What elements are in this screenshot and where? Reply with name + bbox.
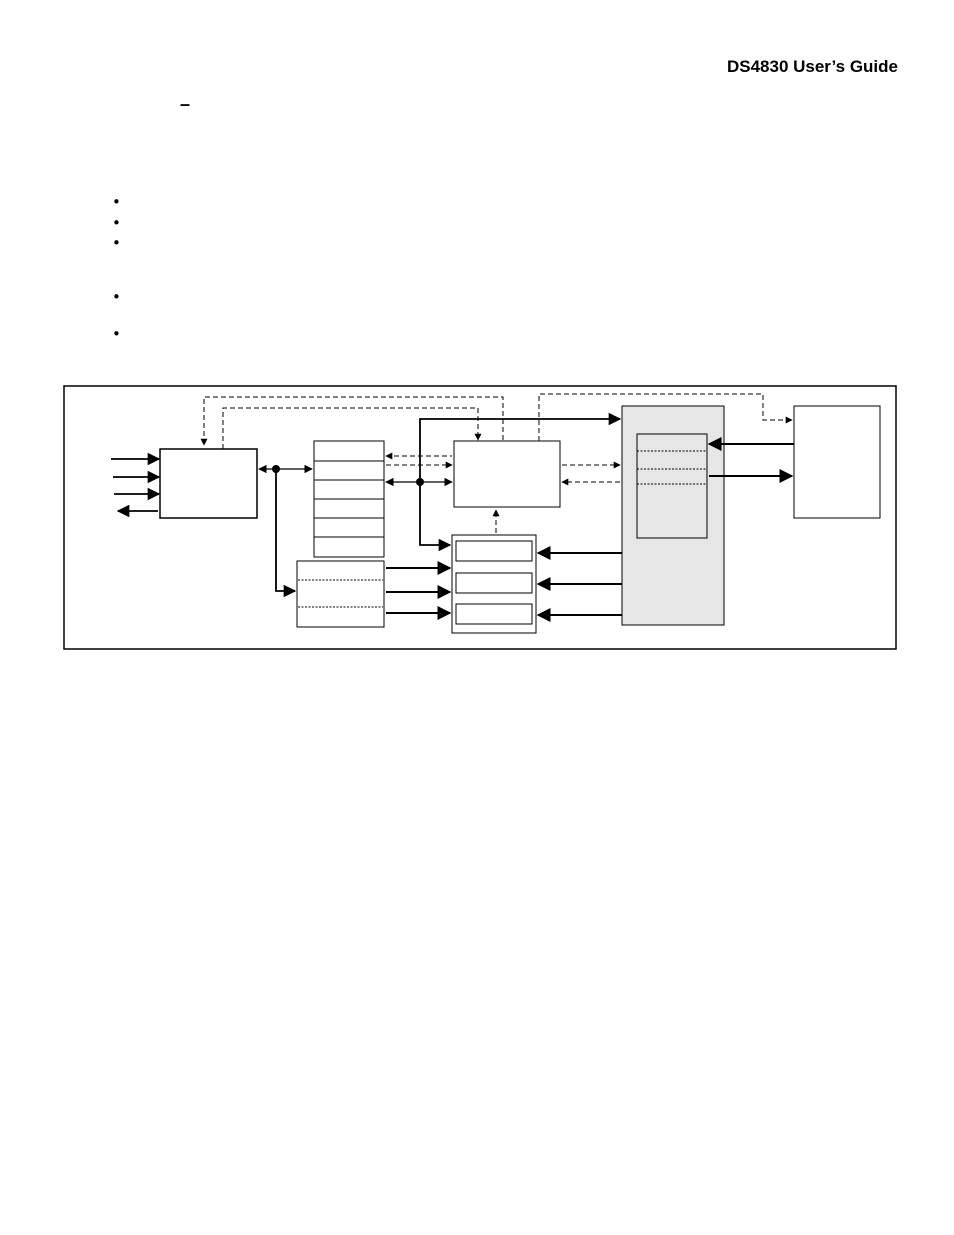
section-heading-dash: – (180, 94, 191, 114)
list-item-bullet: • (112, 214, 121, 232)
list-item-bullet: • (112, 234, 121, 252)
register-stack (314, 441, 384, 557)
list-item-bullet: • (112, 288, 121, 306)
config-block (297, 561, 384, 627)
page-header-title: DS4830 User’s Guide (726, 57, 898, 76)
external-block (794, 406, 880, 518)
channel-stack (452, 535, 536, 633)
gray-module (622, 406, 724, 625)
list-item-bullet: • (112, 325, 121, 343)
interface-block (160, 449, 257, 518)
list-item-bullet: • (112, 193, 121, 211)
central-block (454, 441, 560, 507)
